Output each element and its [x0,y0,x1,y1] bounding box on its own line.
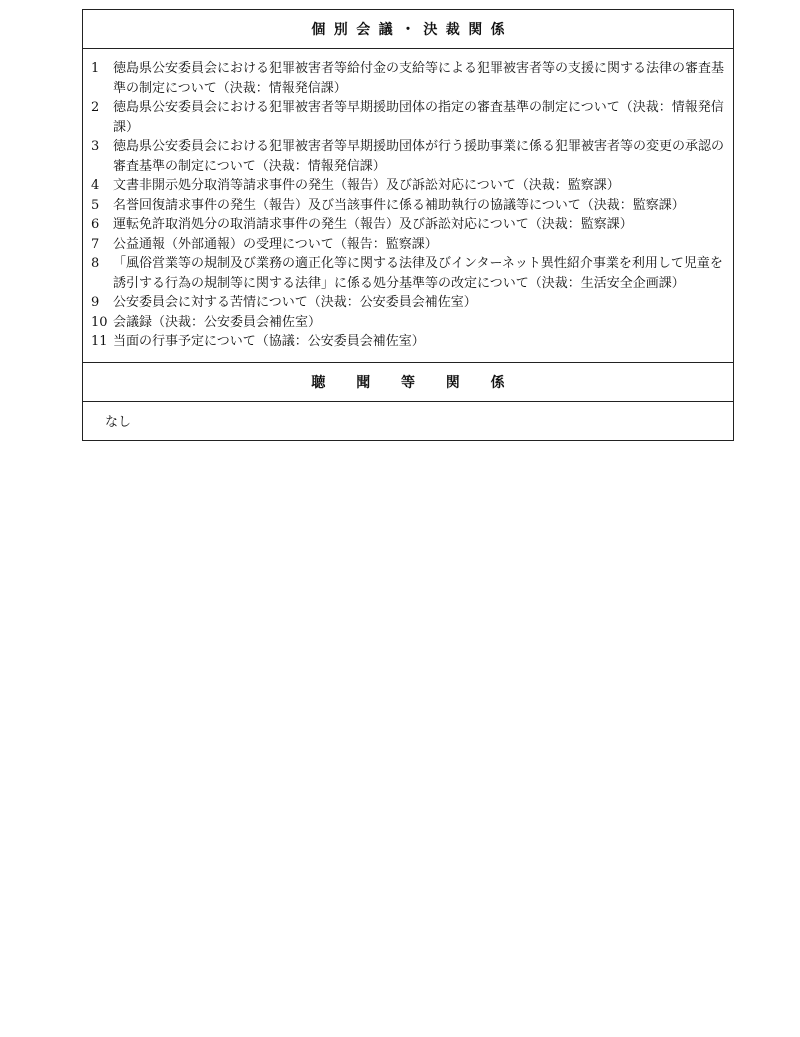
hearings-body: なし [105,415,132,430]
item-number: 8 [91,256,100,271]
item-number: 3 [91,139,100,154]
list-item [91,332,725,352]
item-number: 6 [91,217,100,232]
item-number: 9 [91,295,100,310]
section-header-hearings: 聴聞等関係 [83,362,733,402]
item-number: 4 [91,178,100,193]
list-item [91,196,725,216]
list-item [91,176,725,196]
document-table [82,9,734,441]
section-header-meetings: 個別会議・決裁関係 [83,10,733,49]
item-text: 会議録（決裁：公安委員会補佐室） [113,314,322,330]
item-text: 「風俗営業等の規制及び業務の適正化等に関する法律及びインターネット異性紹介事業を利用して児童を誘引する行為の規制等に関する法律」に係る処分基準等の改定について（決裁：生活安全企画課） [113,256,723,291]
list-item [91,254,725,293]
item-number: 11 [91,334,108,349]
item-number: 10 [91,314,108,330]
list-item [91,235,725,255]
item-text: 公安委員会に対する苦情について（決裁：公安委員会補佐室） [113,295,477,310]
list-item [91,293,725,313]
item-number: 7 [91,236,100,252]
list-item [91,98,725,137]
item-text: 徳島県公安委員会における犯罪被害者等給付金の支給等による犯罪被害者等の支援に関する法律の審査基準の制定について（決裁：情報発信課） [113,61,725,96]
item-number: 2 [91,100,100,115]
item-text: 運転免許取消処分の取消請求事件の発生（報告）及び訴訟対応について（決裁：監察課） [113,217,633,232]
item-number: 1 [91,61,100,76]
item-text: 名誉回復請求事件の発生（報告）及び当該事件に係る補助執行の協議等について（決裁：監察課） [113,197,685,213]
list-item [91,59,725,98]
list-item [91,215,725,235]
item-text: 当面の行事予定について（協議：公安委員会補佐室） [113,334,425,349]
list-item [91,313,725,333]
item-text: 文書非開示処分取消等請求事件の発生（報告）及び訴訟対応について（決裁：監察課） [113,178,620,193]
item-text: 徳島県公安委員会における犯罪被害者等早期援助団体の指定の審査基準の制定について（決裁：情報発信課） [113,100,724,135]
item-text: 徳島県公安委員会における犯罪被害者等早期援助団体が行う援助事業に係る犯罪被害者等の変更の承認の審査基準の制定について（決裁：情報発信課） [113,139,725,174]
item-text: 公益通報（外部通報）の受理について（報告：監察課） [113,236,438,252]
list-item [91,137,725,176]
item-number: 5 [91,197,100,213]
meeting-item-list [83,49,733,362]
